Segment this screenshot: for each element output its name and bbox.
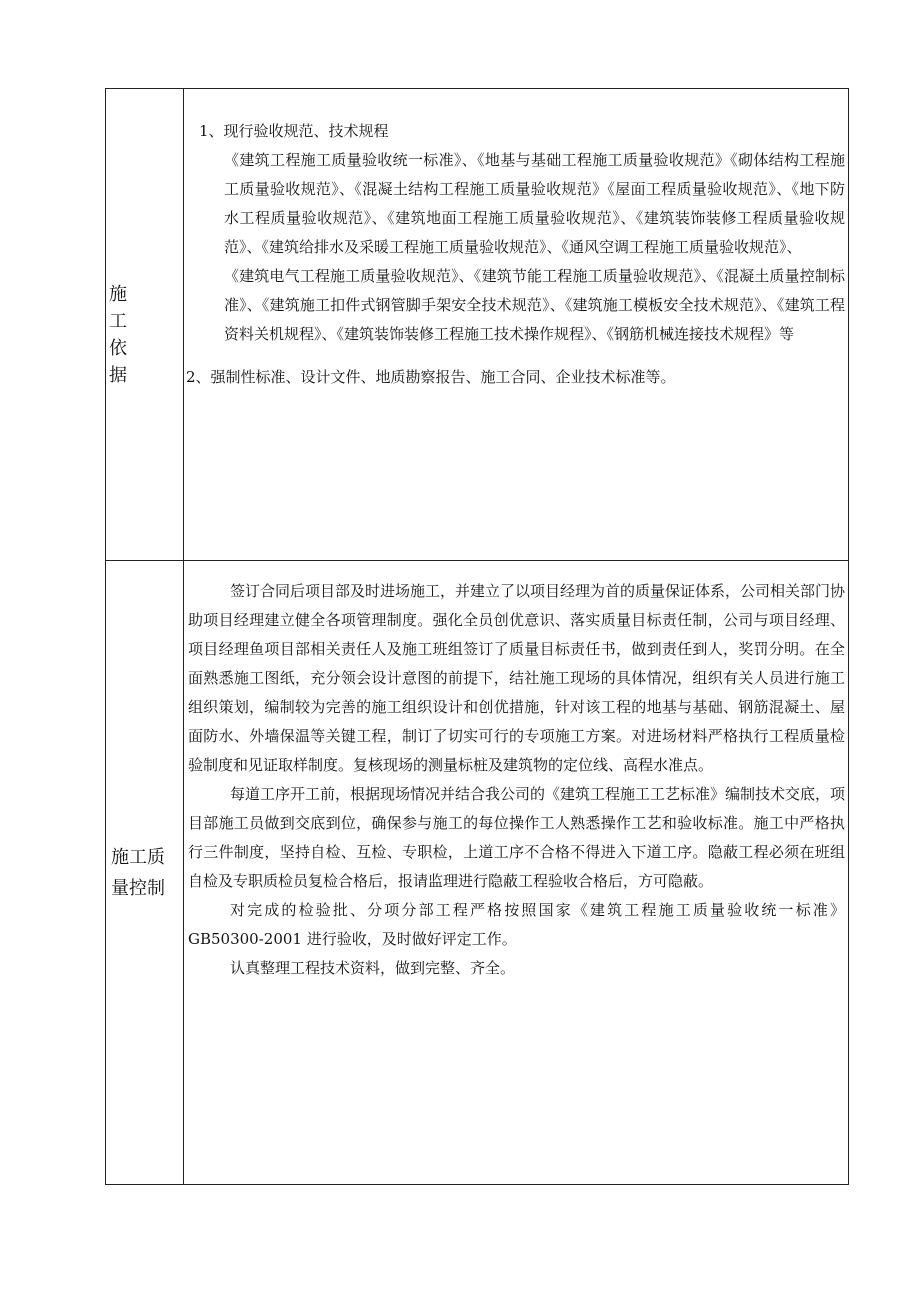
document-table xyxy=(105,88,849,1185)
quality-control-content xyxy=(184,577,849,983)
row-label-quality-control: 施工质量控制 xyxy=(111,847,165,899)
basis-item-2-heading: 2、强制性标准、设计文件、地质勘察报告、施工合同、企业技术标准等。 xyxy=(186,368,676,386)
basis-standards-list-1: 《建筑工程施工质量验收统一标准》、《地基与基础工程施工质量验收规范》《砌体结构工程施工质量验收规范》、《混凝土结构工程施工质量验收规范》《屋面工程质量验收规范》、《地下防水工程质量验收规范》、《建筑地面工程施工质量验收规范》、《建筑装饰装修工程质量验收规范》、《建筑给排水及采暖工程施工质量验收规范》、《通风空调工程施工质量验收规范》、 xyxy=(224,151,845,256)
quality-paragraph-2: 每道工序开工前，根据现场情况并结合我公司的《建筑工程施工工艺标准》编制技术交底，项目部施工员做到交底到位，确保参与施工的每位操作工人熟悉操作工艺和验收标准。施工中严格执行三件制度，坚持自检、互检、专职检，上道工序不合格不得进入下道工序。隐蔽工程必须在班组自检及专职质检员复检合格后，报请监理进行隐蔽工程验收合格后，方可隐蔽。 xyxy=(188,785,846,890)
row-divider xyxy=(106,560,848,561)
row-label-construction-basis: 施工依据 xyxy=(109,284,127,386)
quality-paragraph-4: 认真整理工程技术资料，做到完整、齐全。 xyxy=(230,959,516,977)
quality-paragraph-1: 签订合同后项目部及时进场施工，并建立了以项目经理为首的质量保证体系，公司相关部门协助项目经理建立健全各项管理制度。强化全员创优意识、落实质量目标责任制，公司与项目经理、项目经理鱼项目部相关责任人及施工班组签订了质量目标责任书，做到责任到人，奖罚分明。在全面熟悉施工图纸，充分领会设计意图的前提下，结社施工现场的具体情况，组织有关人员进行施工组织策划，编制较为完善的施工组织设计和创优措施，针对该工程的地基与基础、钢筋混凝土、屋面防水、外墙保温等关键工程，制订了切实可行的专项施工方案。对进场材料严格执行工程质量检验制度和见证取样制度。复核现场的测量标桩及建筑物的定位线、高程水准点。 xyxy=(188,582,846,774)
basis-item-1-heading: 1、现行验收规范、技术规程 xyxy=(199,122,389,140)
construction-basis-content xyxy=(184,117,849,392)
quality-paragraph-3: 对完成的检验批、分项分部工程严格按照国家《建筑工程施工质量验收统一标准》GB50300-2001 进行验收，及时做好评定工作。 xyxy=(188,901,845,948)
basis-standards-list-2: 《建筑电气工程施工质量验收规范》、《建筑节能工程施工质量验收规范》、《混凝土质量控制标准》、《建筑施工扣件式钢管脚手架安全技术规范》、《建筑施工模板安全技术规范》、《建筑工程资料关机规程》、《建筑装饰装修工程施工技术操作规程》、《钢筋机械连接技术规程》等 xyxy=(224,267,845,343)
